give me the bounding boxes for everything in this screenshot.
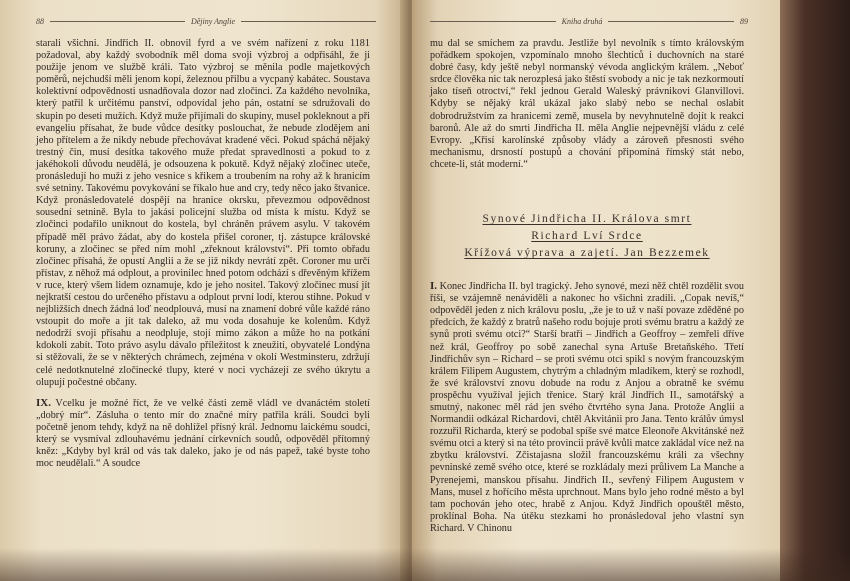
left-running-head bbox=[36, 17, 376, 26]
left-running-title: Dějiny Anglie bbox=[190, 17, 236, 26]
right-page bbox=[412, 0, 780, 581]
right-head-rule bbox=[608, 21, 734, 22]
paragraph: starali všichni. Jindřich II. obnovil fyrd a ve svém nařízení z roku 1181 požadoval, aby každý svobodník měl doma svoji výzbroj a odpřisáhl, že ji použije jenom ve službě králi. Tato výzbroj se měnila podle majetkových poměrů, nejchudší měli jenom kopí, železnou přilbu a vycpaný kabátec. Soustava kolektivní odpovědnosti usnadňovala dozor nad zločinci. Za každého nevolníka, který patřil k určitému panství, odpovídal jeho pán, ostatní se sdružovali do skupin po deseti mužích. Když muže přijímali do skupiny, musel pokleknout a při evangeliu přísahat, že bude vůdce desítky poslouchat, že nebude zlodějem ani jeho přítelem a že nikdy nebude přechovávat kradené věci. Pokud spáchá nějaký trestný čin, musí desítka takového muže předat spravedlnosti a pokud to z jakéhokoli důvodu neudělá, je odsouzena k pokutě. Když nějaký zločinec uteče, pronásledují ho muži z jeho vesnice s křikem a troubením na rohy až k hranicím své setniny. Takovému povykování se říkalo hue and cry, tedy něco jako štvanice. Když pronásledovatelé dospějí na hranice okrsku, převezmou odpovědnost sousední setnině. Byla to jakási policejní služba od místa k místu. Když se zločinci podařilo uniknout do kostela, byl chráněn právem asylu. V takovém případě měl právo žádat, aby do kostela přišel coroner, tj. zástupce královské koruny, a zločinec se před ním mohl „zřeknout království“. Při tomto obřadu zločinec přísahá, že opustí Anglii a že se již nikdy nevrátí zpět. Coroner mu určí přístav, z něhož má odplout, a provinilec hned potom odchází s dřevěným křížem v ruce, který všem lidem oznamuje, kdo je jeho nositel. Takový zločinec musí jít nejkratší cestou do určeného přístavu a odplout první lodí, kterou stihne. Pokud v nejbližších dnech žádná loď neodplouvá, musí na znamení dobré vůle každé ráno vstoupit do moře a jít tak daleko, až mu voda dosahuje ke kolenům. Když nedodrží svoji přísahu a neodpluje, stojí mimo zákon a může ho na potkání kdokoli zabít. Toto právo asylu dávalo příležitost k zneužití, obyvatelé Londýna si stěžovali, že se v některých chrámech, zejména v okolí Westminsteru, zdržují celé nedotknutelné zločinecké tlupy, které v noci vycházejí ze svého úkrytu a olupují počestné občany. bbox=[36, 38, 370, 388]
section-number: IX. bbox=[36, 396, 51, 409]
section-i bbox=[430, 280, 744, 535]
chapter-title-line bbox=[430, 228, 744, 245]
section-text: Vcelku je možné říct, že ve velké části země vládl ve dvanáctém století „dobrý mír“. Zásluha o tento mír do značné míry patřila králi. Soudci byli početně jenom tehdy, když na ně dohlížel přísný král. Jednomu laickému soudci, který se vysmíval zdlouhavému jednání církevních soudů, odpověděl přítomný kněz: „Kdyby byl král od vás tak daleko, jako je od nás papež, také byste toho moc neudělali.“ A soudce bbox=[36, 397, 370, 470]
chapter-title-line bbox=[430, 245, 744, 262]
section-number: I. bbox=[430, 280, 438, 293]
right-running-head bbox=[430, 17, 748, 26]
paragraph: mu dal se smíchem za pravdu. Jestliže byl nevolník s tímto královským pořádkem spokojen, vzpomínalo mnoho šlechticů i duchovních na staré dobré časy, kdy ještě nebyl normanský vévoda anglickým králem. „Neboť srdce člověka nic tak nerozplesá jako štěstí svobody a nic je tak nezkormoutí jako tíseň otroctví,“ řekl jednou Gerald Waleský právnikovi Glanvillovi. Kdyby se nějaký král ukázal jako slabý nebo se nechal oslabit dobrodružstvím za hranicemi země, musela by nevyhnutelně dojít k reakci baronů. Ale až do smrti Jindřicha II. měla Anglie nejpevnější vládu z celé Evropy. „Křisí karolínské způsoby vlády a zároveň přesnosti svého mechanismu, drsností postupů a chování připomíná římský stát nebo, chcete-li, stát moderní.“ bbox=[430, 38, 744, 170]
left-page-number: 88 bbox=[36, 17, 44, 26]
chapter-title-text: Richard Lví Srdce bbox=[531, 230, 643, 243]
section-text: Konec Jindřicha II. byl tragický. Jeho synové, mezi něž chtěl rozdělit svou říši, se vzájemně nenáviděli a nakonec ho všichni zradili. „Copak nevíš,“ odpověděl jeden z nich královu poslu, „že je to už v naší povaze zděděné po předcích, že každý z bratrů našeho rodu bojuje proti svému bratru a každý ze synů proti svému otci?“ Starší bratři – Jindřich a Geoffroy – zemřeli dříve než král, Geoffroy po sobě zanechal syna Artuše Bretaňského. Třetí Jindřichův syn – Richard – se proti svému otci spikl s novým francouzským králem Filipem Augustem, chytrým a chladným mladíkem, který se rozhodl, že své království znovu dobude na rodu z Anjou a obratně ke svému prospěchu využíval jejich třenice. Starý král Jindřich II., samotářský a smutný, nakonec měl rád jen svého čtvrtého syna Jana. Protože Anglii a Normandii odkázal Richardovi, chtěl Akvitánii pro Jana. Tento králův úmysl rozzuřil Richarda, který se podobal spíše své matce Eleonoře Akvitánské než svému otci a který si na této provincii právě kvůli matce zakládal více než na zbytku království. Zčistajasna složil francouzskému králi za všechny pevninské země svého otce, které se rozkládaly mezi průlivem La Manche a Pyrenejemi, manskou přísahu. Jindřich II., sevřený Filipem Augustem v Mans, musel z hořícího města uprchnout. Mans bylo jeho rodné město a byl tam pochován jeho otec, hrabě z Anjou. Když Jindřich opouštěl město, proklínal Boha. Na útěku stezkami ho pronásledoval jeho vlastní syn Richard. V Chinonu bbox=[430, 281, 745, 534]
right-page-body bbox=[430, 38, 744, 535]
left-head-rule bbox=[50, 21, 185, 22]
right-running-title: Kniha druhá bbox=[561, 17, 603, 26]
page-edge-shadow bbox=[780, 0, 850, 581]
section-ix bbox=[36, 397, 370, 471]
chapter-title-line bbox=[430, 211, 744, 228]
chapter-title-text: Křížová výprava a zajetí. Jan Bezzemek bbox=[464, 247, 710, 260]
right-head-rule bbox=[430, 21, 556, 22]
left-page-body bbox=[36, 38, 370, 470]
left-page bbox=[0, 0, 408, 581]
bottom-shadow bbox=[0, 548, 850, 581]
right-page-number: 89 bbox=[740, 17, 749, 26]
left-head-rule bbox=[241, 21, 376, 22]
chapter-title-text: Synové Jindřicha II. Králova smrt bbox=[482, 213, 692, 226]
chapter-heading bbox=[430, 211, 744, 262]
